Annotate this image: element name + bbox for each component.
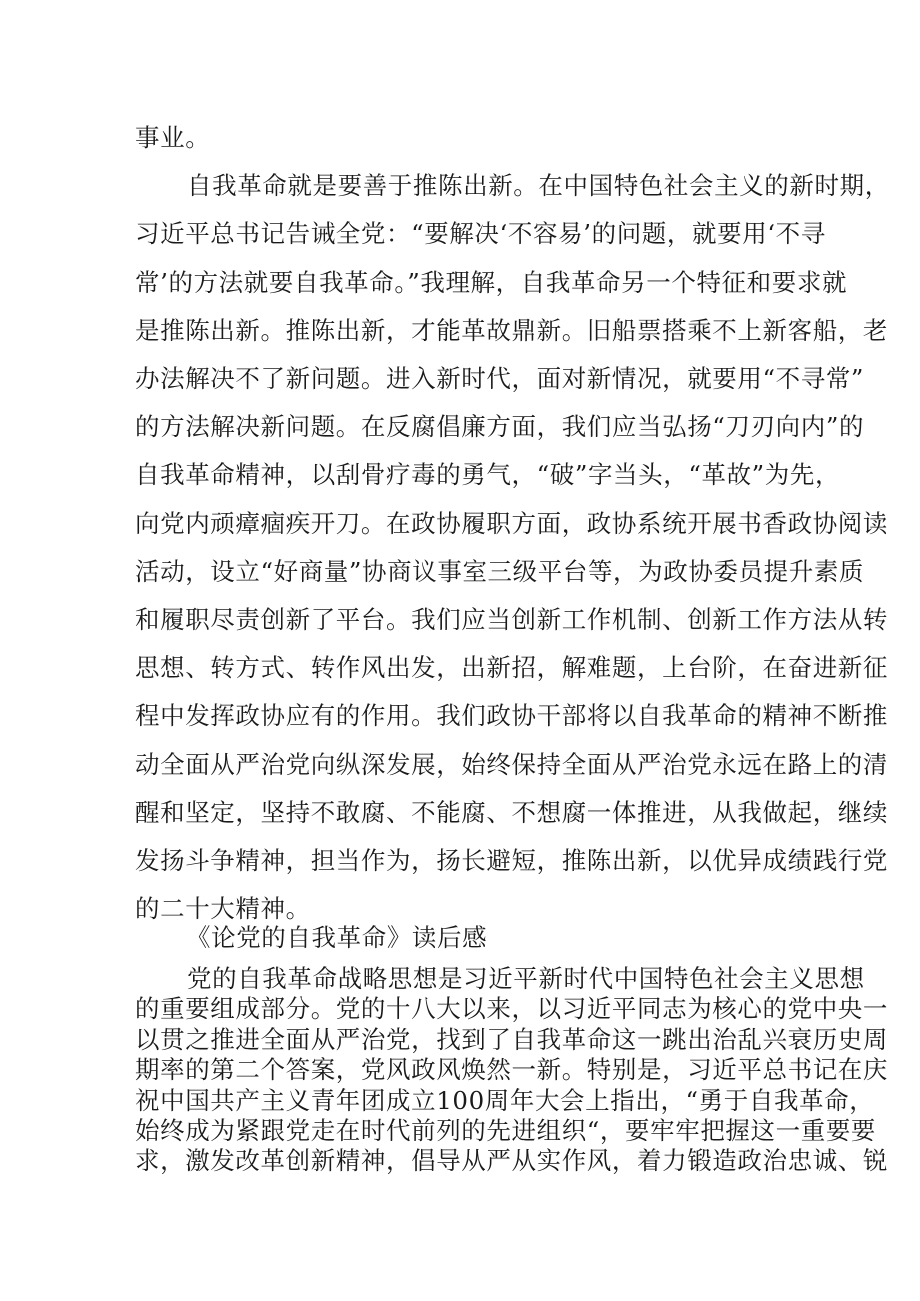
paragraph-line: 程中发挥政协应有的作用。我们政协干部将以自我革命的精神不断推: [135, 701, 888, 731]
paragraph-line: 是推陈出新。推陈出新，才能革故鼎新。旧船票搭乘不上新客船，老: [135, 315, 888, 345]
article-heading: 《论党的自我革命》读后感: [186, 923, 488, 952]
paragraph-line: 求，激发改革创新精神，倡导从严从实作风，着力锻造政治忠诚、锐: [135, 1146, 888, 1176]
body-section-reading-notes: [135, 964, 888, 1177]
paragraph-line: 活动，设立“好商量”协商议事室三级平台等，为政协委员提升素质: [135, 556, 865, 586]
paragraph-line: 的重要组成部分。党的十八大以来，以习近平同志为核心的党中央一: [135, 994, 888, 1024]
paragraph-line: 常’的方法就要自我革命。”我理解，自我革命另一个特征和要求就: [135, 267, 848, 297]
paragraph-line: 思想、转方式、转作风出发，出新招，解难题，上台阶，在奋进新征: [135, 653, 888, 683]
paragraph-line: 醒和坚定，坚持不敢腐、不能腐、不想腐一体推进，从我做起，继续: [135, 797, 888, 827]
paragraph-line: 以贯之推进全面从严治党，找到了自我革命这一跳出治乱兴衰历史周: [135, 1024, 888, 1054]
paragraph-line: 期率的第二个答案，党风政风焕然一新。特别是，习近平总书记在庆: [135, 1055, 888, 1085]
paragraph-line: 党的自我革命战略思想是习近平新时代中国特色社会主义思想: [187, 964, 865, 993]
body-section-self-revolution: [135, 114, 890, 933]
paragraph-line: 事业。: [135, 123, 211, 152]
paragraph-line: 向党内顽瘴痼疾开刀。在政协履职方面，政协系统开展书香政协阅读: [135, 508, 888, 538]
paragraph-line: 习近平总书记告诫全党：“要解决‘不容易’的问题，就要用‘不寻: [135, 219, 826, 249]
paragraph-line: 办法解决不了新问题。进入新时代，面对新情况，就要用“不寻常”: [135, 364, 865, 394]
paragraph-line: 动全面从严治党向纵深发展，始终保持全面从严治党永远在路上的清: [135, 749, 888, 779]
paragraph-line: 的方法解决新问题。在反腐倡廉方面，我们应当弘扬“刀刃向内”的: [135, 412, 865, 442]
paragraph-line: 祝中国共产主义青年团成立100周年大会上指出，“勇于自我革命，: [135, 1085, 875, 1115]
paragraph-line: 的二十大精神。: [135, 894, 311, 924]
paragraph-line: 始终成为紧跟党走在时代前列的先进组织“，要牢牢把握这一重要要: [135, 1116, 877, 1146]
paragraph-line: 自我革命精神，以刮骨疗毒的勇气，“破”字当头，“革故”为先，: [135, 460, 841, 490]
paragraph-line: 发扬斗争精神，担当作为，扬长避短，推陈出新，以优异成绩践行党: [135, 846, 888, 876]
paragraph-line: 和履职尽责创新了平台。我们应当创新工作机制、创新工作方法从转: [135, 605, 888, 635]
paragraph-line: 自我革命就是要善于推陈出新。在中国特色社会主义的新时期，: [187, 171, 890, 201]
